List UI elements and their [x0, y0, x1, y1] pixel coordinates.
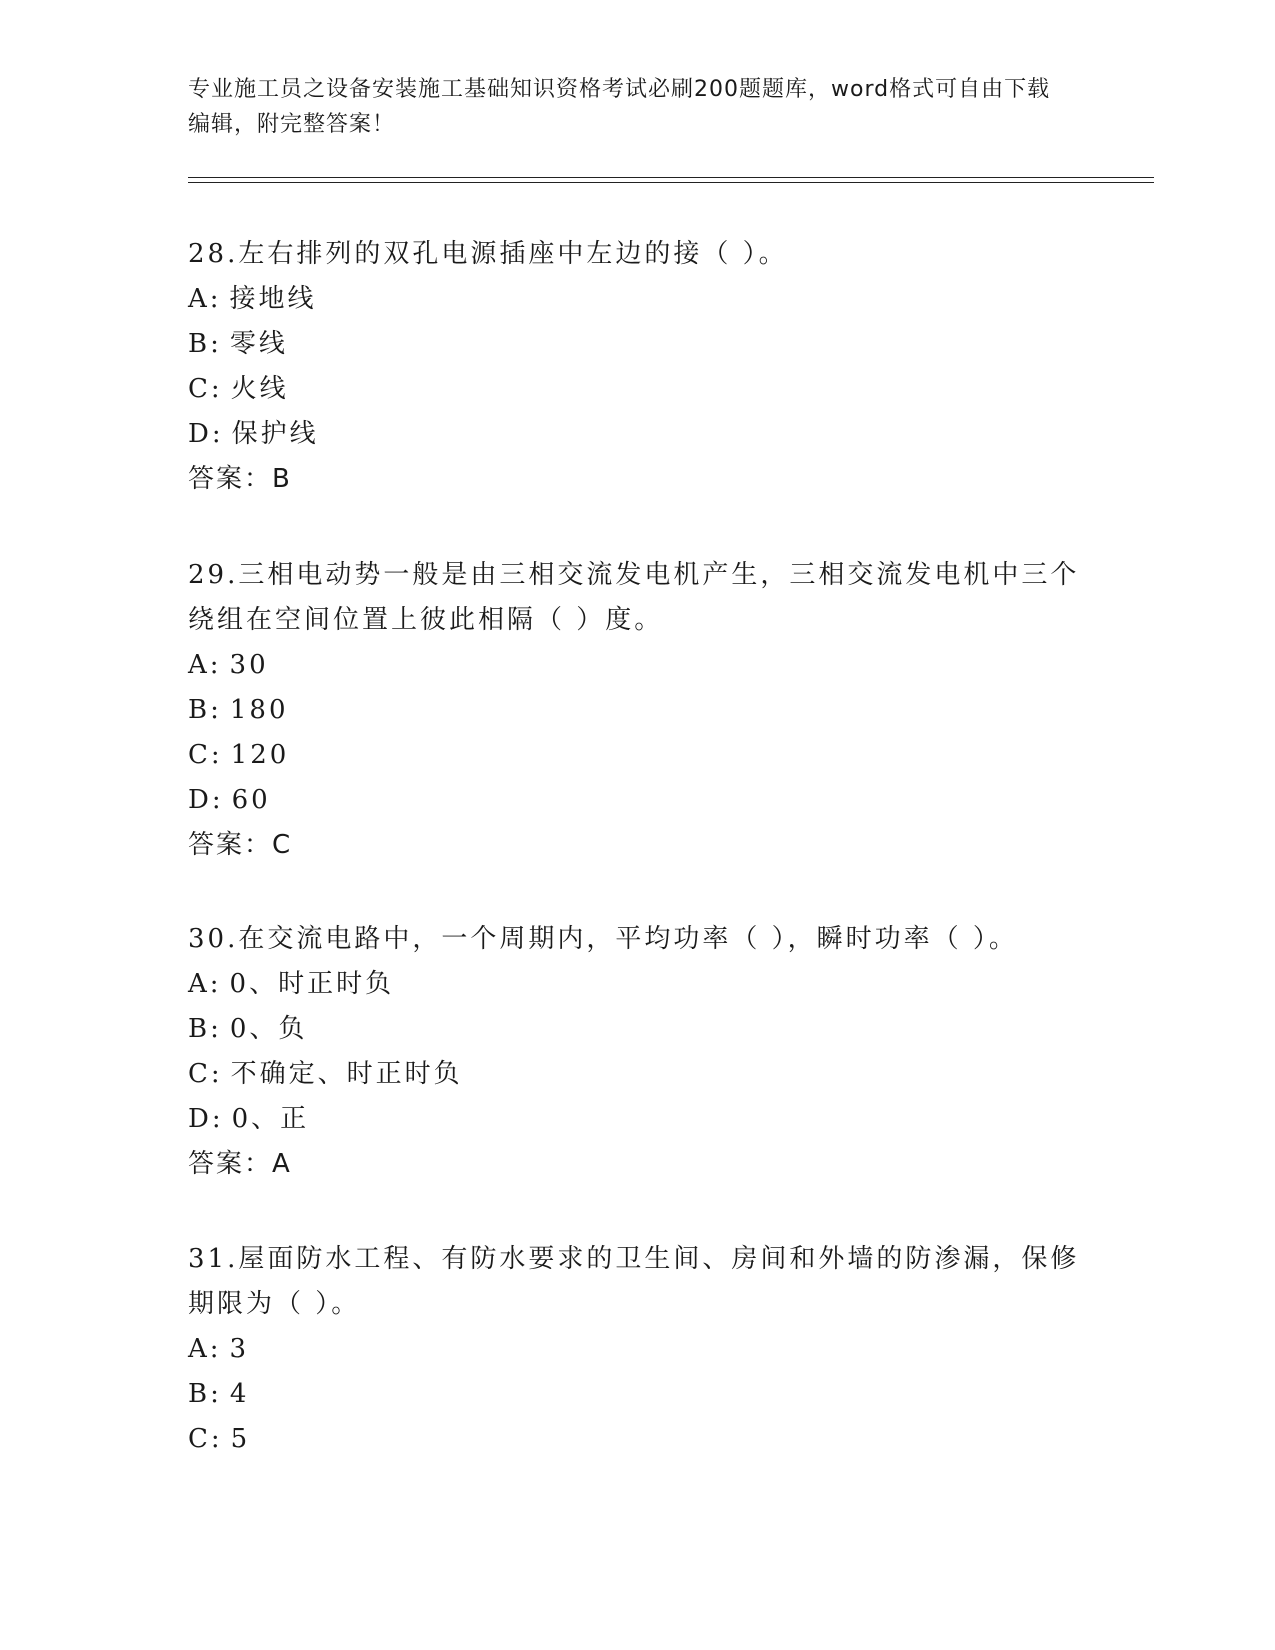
option-text: 120	[230, 740, 290, 770]
option-text: 零线	[229, 329, 288, 359]
option-text: 4	[229, 1379, 250, 1409]
answer: 答案：B	[188, 464, 292, 494]
option-c	[188, 1052, 1088, 1097]
question-stem: 31.屋面防水工程、有防水要求的卫生间、房间和外墙的防渗漏，保修期限为（ ）。	[188, 1244, 1080, 1319]
question-31	[188, 1237, 1088, 1462]
option-text: 180	[229, 695, 289, 725]
option-text: 0、时正时负	[229, 969, 395, 999]
answer: 答案：C	[188, 830, 293, 860]
option-c	[188, 367, 1088, 412]
option-text: 5	[230, 1424, 251, 1454]
option-letter: B:	[188, 1014, 222, 1044]
question-30	[188, 917, 1088, 1187]
option-letter: D:	[188, 1104, 224, 1134]
option-text: 接地线	[229, 284, 317, 314]
option-letter: B:	[188, 329, 222, 359]
option-letter: D:	[188, 419, 224, 449]
option-letter: A:	[188, 284, 222, 314]
option-text: 保护线	[231, 419, 319, 449]
option-letter: C:	[188, 740, 223, 770]
option-text: 火线	[230, 374, 289, 404]
document-header: 专业施工员之设备安装施工基础知识资格考试必刷200题题库，word格式可自由下载编辑，附完整答案！	[188, 77, 1051, 137]
question-28	[188, 232, 1088, 502]
option-letter: B:	[188, 1379, 222, 1409]
option-c	[188, 733, 1088, 778]
option-a	[188, 643, 1088, 688]
option-b	[188, 1372, 1088, 1417]
option-letter: D:	[188, 785, 224, 815]
header-rule-top	[188, 177, 1154, 178]
option-text: 30	[229, 650, 269, 680]
option-text: 不确定、时正时负	[230, 1059, 463, 1089]
question-stem: 29.三相电动势一般是由三相交流发电机产生，三相交流发电机中三个绕组在空间位置上彼此相隔（ ）度。	[188, 560, 1080, 635]
option-letter: C:	[188, 1424, 223, 1454]
option-b	[188, 1007, 1088, 1052]
question-stem: 30.在交流电路中，一个周期内，平均功率（ ），瞬时功率（ ）。	[188, 924, 1018, 954]
question-stem: 28.左右排列的双孔电源插座中左边的接（ ）。	[188, 239, 788, 269]
option-c	[188, 1417, 1088, 1462]
option-text: 3	[229, 1334, 250, 1364]
header-rule-bottom	[188, 182, 1154, 183]
option-letter: A:	[188, 969, 222, 999]
option-letter: B:	[188, 695, 222, 725]
option-letter: C:	[188, 374, 223, 404]
option-letter: A:	[188, 1334, 222, 1364]
option-a	[188, 277, 1088, 322]
option-a	[188, 1327, 1088, 1372]
question-29	[188, 553, 1088, 868]
option-b	[188, 688, 1088, 733]
answer: 答案：A	[188, 1149, 292, 1179]
option-letter: A:	[188, 650, 222, 680]
option-text: 0、负	[229, 1014, 308, 1044]
option-d	[188, 778, 1088, 823]
option-letter: C:	[188, 1059, 223, 1089]
option-text: 60	[231, 785, 271, 815]
option-a	[188, 962, 1088, 1007]
option-b	[188, 322, 1088, 367]
option-d	[188, 412, 1088, 457]
option-text: 0、正	[231, 1104, 310, 1134]
option-d	[188, 1097, 1088, 1142]
